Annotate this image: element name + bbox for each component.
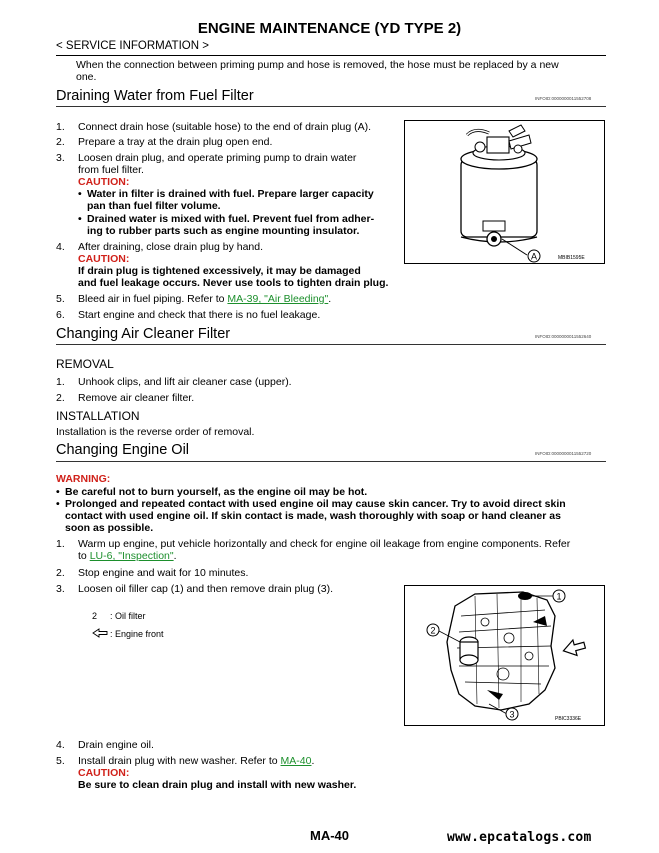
caution-label: CAUTION: (78, 176, 130, 188)
callout-3: 3 (509, 709, 515, 720)
warning-label: WARNING: (56, 473, 111, 485)
list-item: 5. Bleed air in fuel piping. Refer to MA-39, "Air Bleeding". (56, 293, 332, 305)
legend-engine-front: : Engine front (92, 628, 164, 639)
info-id: INFOID:0000000011552708 (535, 96, 592, 101)
section-rule (56, 461, 606, 462)
list-item: 3. Loosen drain plug, and operate priming pump to drain water (56, 152, 357, 164)
legend-oil-filter: 2 : Oil filter (92, 611, 146, 621)
air-bleeding-link[interactable]: MA-39, "Air Bleeding" (227, 293, 329, 305)
caution-bullet: • Water in filter is drained with fuel. Prepare larger capacity (78, 188, 374, 200)
list-item: 2. Remove air cleaner filter. (56, 392, 195, 404)
section-heading-oil: Changing Engine Oil (56, 442, 190, 458)
section-label: < SERVICE INFORMATION > (56, 40, 209, 52)
list-item: 4. Drain engine oil. (56, 739, 154, 751)
callout-2: 2 (430, 625, 436, 636)
caution-bullet: • Drained water is mixed with fuel. Prevent fuel from adher- (78, 213, 375, 225)
list-item: 1. Connect drain hose (suitable hose) to the end of drain plug (A). (56, 121, 372, 133)
caution-text: Be sure to clean drain plug and install with new washer. (78, 779, 357, 791)
figure-id: MBIB1595E (558, 255, 585, 261)
caution-text: If drain plug is tightened excessively, it may be damaged (78, 265, 361, 277)
intro-line-2: one. (76, 71, 97, 83)
page-title: ENGINE MAINTENANCE (YD TYPE 2) (197, 20, 462, 37)
warning-bullet-cont: contact with used engine oil. If skin contact is made, wash thoroughly with soap or hand cleaner as (65, 510, 561, 522)
list-item: 3. Loosen oil filler cap (1) and then remove drain plug (3). (56, 583, 334, 595)
warning-bullet-cont: soon as possible. (65, 522, 154, 534)
section-heading-draining: Draining Water from Fuel Filter (56, 88, 254, 104)
list-item: 5. Install drain plug with new washer. Refer to MA-40. (56, 755, 315, 767)
header-divider (56, 55, 606, 56)
info-id: INFOID:0000000011552720 (535, 451, 592, 456)
caution-bullet-cont: pan than fuel filter volume. (87, 200, 221, 212)
list-item: 6. Start engine and check that there is no fuel leakage. (56, 309, 321, 321)
warning-bullet: • Be careful not to burn yourself, as the engine oil may be hot. (56, 486, 368, 498)
subheading-installation: INSTALLATION (56, 409, 140, 423)
site-watermark: www.epcatalogs.com (447, 830, 592, 845)
list-item-cont: from fuel filter. (78, 164, 144, 176)
caution-label: CAUTION: (78, 767, 130, 779)
page-number: MA-40 (310, 828, 350, 843)
arrow-left-icon (92, 628, 110, 638)
callout-a: A (530, 251, 538, 262)
engine-figure (404, 585, 605, 726)
engine-icon (405, 586, 604, 725)
list-item: 1. Warm up engine, put vehicle horizontally and check for engine oil leakage from engine components. Refer (56, 538, 571, 550)
section-rule (56, 106, 606, 107)
warning-bullet: • Prolonged and repeated contact with used engine oil may cause skin cancer. Try to avoid direct skin (56, 498, 566, 510)
list-item: 2. Prepare a tray at the drain plug open end. (56, 136, 273, 148)
install-text: Installation is the reverse order of removal. (56, 426, 255, 438)
info-id: INFOID:0000000011552640 (535, 334, 592, 339)
list-item: 1. Unhook clips, and lift air cleaner case (upper). (56, 376, 292, 388)
intro-line-1: When the connection between priming pump and hose is removed, the hose must be replaced by a new (76, 59, 559, 71)
ma-40-link[interactable]: MA-40 (280, 755, 312, 767)
caution-text: and fuel leakage occurs. Never use tools to tighten drain plug. (78, 277, 389, 289)
caution-label: CAUTION: (78, 253, 130, 265)
inspection-link[interactable]: LU-6, "Inspection" (89, 550, 174, 562)
section-heading-air-cleaner: Changing Air Cleaner Filter (56, 326, 231, 342)
callout-1: 1 (556, 591, 562, 602)
fuel-filter-icon (405, 121, 604, 263)
fuel-filter-figure (404, 120, 605, 264)
list-item: 2. Stop engine and wait for 10 minutes. (56, 567, 249, 579)
section-rule (56, 344, 606, 345)
figure-id: PBIC3336E (555, 716, 582, 722)
list-item: 4. After draining, close drain plug by hand. (56, 241, 264, 253)
caution-bullet-cont: ing to rubber parts such as engine mounting insulator. (87, 225, 360, 237)
list-item-cont: to LU-6, "Inspection". (78, 550, 177, 562)
subheading-removal: REMOVAL (56, 357, 114, 371)
